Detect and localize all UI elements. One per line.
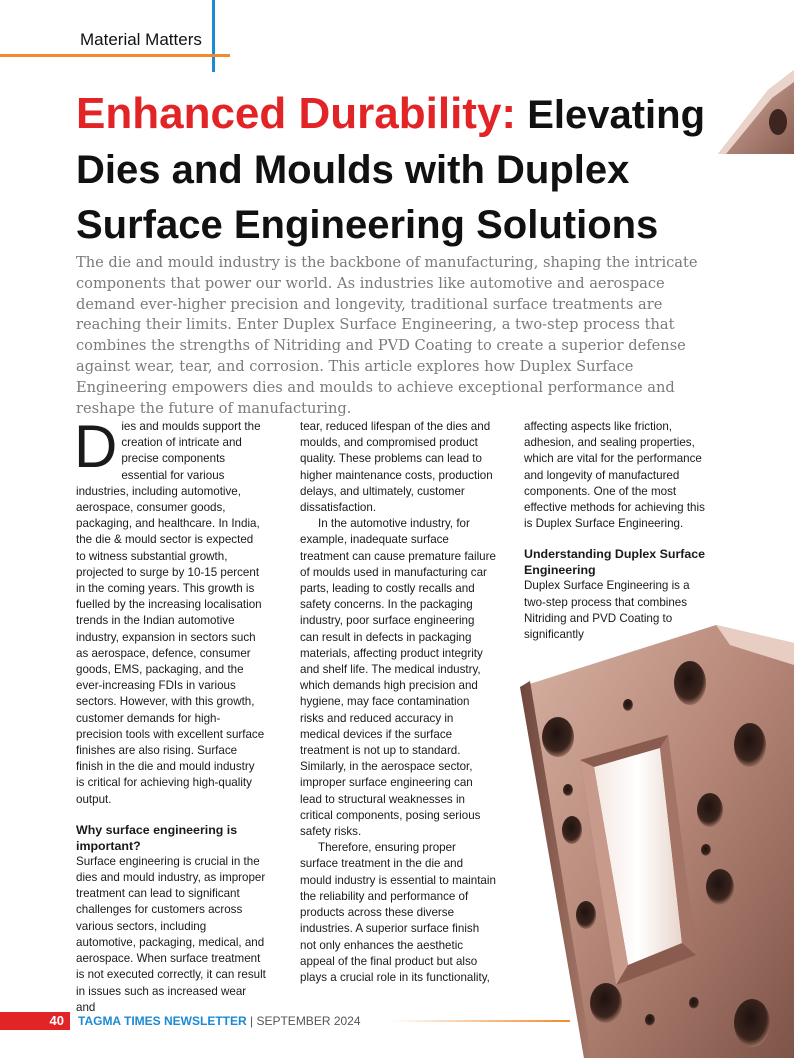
article-headline (76, 86, 716, 253)
col3-paragraph-2: Duplex Surface Engineering is a two-step process that combines Nitriding and PVD Coating to significantly (524, 579, 690, 642)
col1-paragraph-2: Surface engineering is crucial in the dies and mould industry, as improper treatment can lead to significant challenges for customers across various sectors, including automotive, packaging, medical, and aerospace. When surface treatment is not executed correctly, it can result in issues such as increased wear and (76, 854, 266, 1014)
article-standfirst: The die and mould industry is the backbone of manufacturing, shaping the intricate components that power our world. As industries like automotive and aerospace demand ever-higher precision and longevity, traditional surface treatments are reaching their limits. Enter Duplex Surface Engineering, a two-step process that combines the strengths of Nitriding and PVD Coating to create a superior defense against wear, tear, and corrosion. This article explores how Duplex Surface Engineering empowers dies and moulds to achieve exceptional performance and reshape the future of manufacturing. (76, 254, 698, 417)
body-column-3 (524, 419, 714, 643)
page-number: 40 (49, 1013, 64, 1028)
section-label: Material Matters (80, 30, 202, 49)
headline-line1: Elevating (527, 93, 706, 137)
col3-paragraph-1: affecting aspects like friction, adhesion, and sealing properties, which are vital for the performance and longevity of manufactured components. One of the most effective methods for achieving this is Duplex Surface Engineering. (524, 420, 705, 531)
mould-plate-graphic (520, 625, 794, 1058)
body-column-1 (74, 413, 266, 1016)
footer-orange-rule (390, 1020, 570, 1022)
subheading-understanding-duplex: Understanding Duplex Surface Engineering (524, 547, 706, 578)
headline-line3: Surface Engineering Solutions (76, 203, 659, 247)
headline-highlight: Enhanced Durability: (76, 89, 517, 138)
issue-date: SEPTEMBER 2024 (256, 1014, 361, 1028)
body-column-2 (300, 419, 496, 986)
publication-name: TAGMA TIMES NEWSLETTER (78, 1014, 247, 1028)
subheading-why-surface-engineering: Why surface engineering is important? (76, 822, 238, 853)
col2-paragraph-1: tear, reduced lifespan of the dies and moulds, and compromised product quality. These problems can lead to higher maintenance costs, production delays, and ultimately, customer dissatisfaction. (300, 420, 493, 515)
headline-line2: Dies and Moulds with Duplex (76, 148, 630, 192)
col2-paragraph-2: In the automotive industry, for example, inadequate surface treatment can cause premature failure of moulds used in manufacturing car parts, leading to costly recalls and safety concerns. In the packaging industry, poor surface engineering can result in defects in packaging materials, affecting product integrity and shelf life. The medical industry, which demands high precision and hygiene, may face contamination risks and reduced accuracy in medical devices if the surface treatment is not up to standard. Similarly, in the aerospace sector, improper surface engineering can lead to structural weaknesses in critical components, posing serious safety risks. (300, 517, 496, 839)
footer-publication-line (78, 1014, 361, 1028)
metal-part-corner-graphic (718, 70, 794, 154)
drop-cap: D (74, 413, 118, 480)
header-blue-rule (212, 0, 215, 72)
col1-paragraph-1: ies and moulds support the creation of intricate and precise components essential for various industries, including automotive, aerospace, consumer goods, packaging, and healthcare. In India, the die & mould sector is expected to witness substantial growth, projected to surge by 10-15 percent in the coming years. This growth is fuelled by the increasing localisation trends in the Indian automotive industry, expansion in sectors such as aerospace, defence, consumer goods, EMS, packaging, and the ever-increasing FDIs in various sectors. However, with this growth, customer demands for high-precision tools with excellent surface finishes are also rising. Surface finish in the die and mould industry is critical for achieving high-quality output. (76, 420, 265, 806)
footer-separator: | (250, 1014, 254, 1028)
col2-paragraph-3: Therefore, ensuring proper surface treatment in the die and mould industry is essential to maintain the reliability and performance of products across these diverse industries. A superior surface finish not only enhances the aesthetic appeal of the final product but also plays a crucial role in its functionality, (300, 841, 496, 984)
header-orange-rule (0, 54, 230, 57)
